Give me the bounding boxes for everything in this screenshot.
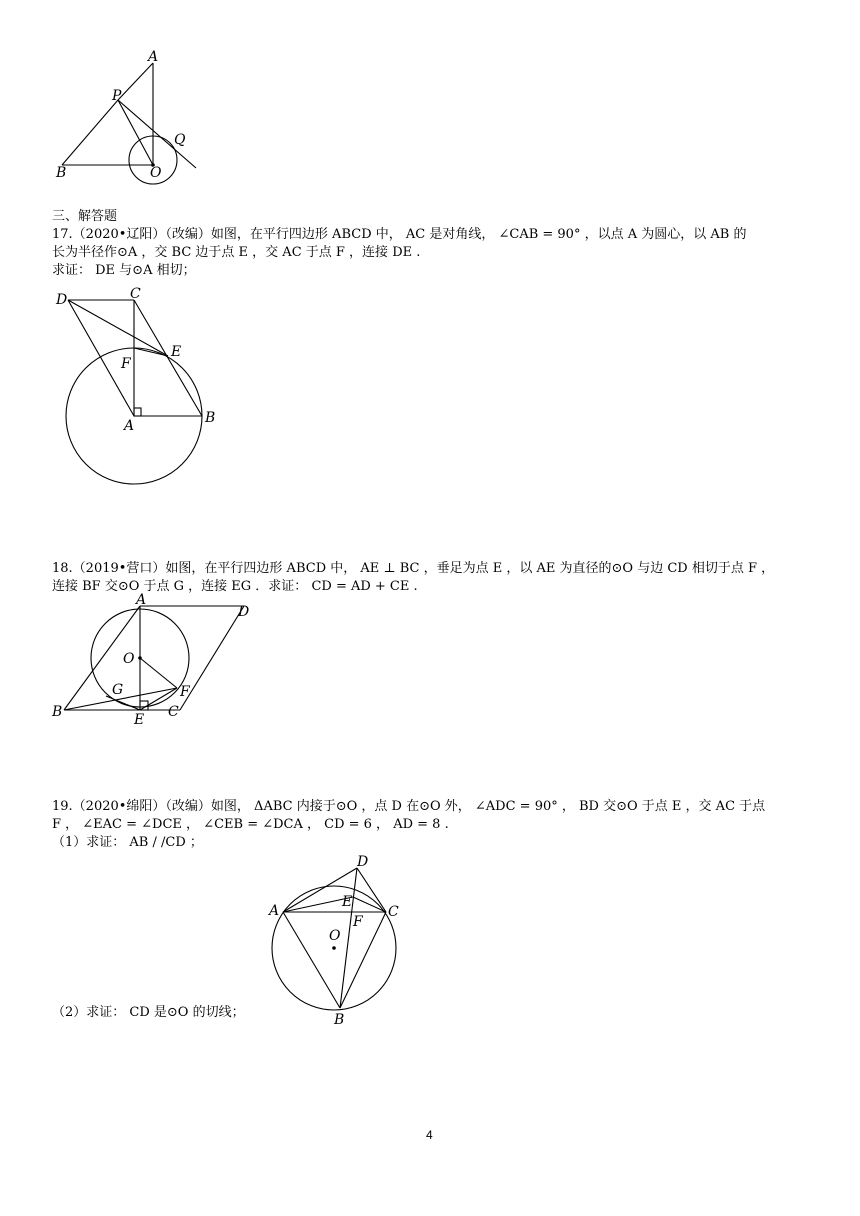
label-B: B — [56, 165, 67, 181]
problem-17-line-3: 求证： DE 与⊙A 相切； — [52, 263, 196, 278]
problem-19-line-2: F ， ∠EAC = ∠DCE ， ∠CEB = ∠DCA ， CD = 6 ， AD = 8 . — [52, 817, 449, 832]
problem-17 — [52, 226, 746, 280]
section-heading: 三、解答题 — [52, 209, 118, 224]
figure-18 — [50, 592, 260, 732]
label-A: A — [269, 903, 280, 919]
label-F: F — [353, 914, 363, 930]
figure-19 — [262, 852, 422, 1028]
label-F: F — [121, 356, 131, 372]
label-B: B — [205, 410, 216, 426]
problem-19 — [52, 798, 765, 852]
label-C: C — [130, 286, 141, 302]
problem-18-line-1: 18.（2019•营口）如图，在平行四边形 ABCD 中， AE ⊥ BC ，垂足为点 E ，以 AE 为直径的⊙O 与边 CD 相切于点 F ， — [52, 561, 775, 576]
label-P: P — [112, 88, 122, 104]
label-F: F — [180, 684, 190, 700]
label-G: G — [112, 682, 124, 698]
label-A: A — [124, 418, 135, 434]
label-D: D — [357, 854, 369, 870]
problem-18 — [52, 560, 774, 596]
problem-18-line-2: 连接 BF 交⊙O 于点 G ，连接 EG ．求证： CD = AD + CE . — [52, 579, 418, 594]
figure-top — [50, 48, 210, 188]
label-D: D — [238, 604, 250, 620]
label-O: O — [123, 651, 135, 667]
problem-17-line-1: 17.（2020•辽阳）（改编）如图，在平行四边形 ABCD 中， AC 是对角线， ∠CAB = 90° ，以点 A 为圆心，以 AB 的 — [52, 227, 747, 242]
label-E: E — [342, 894, 353, 910]
figure-17 — [50, 286, 230, 486]
problem-17-line-2: 长为半径作⊙A ，交 BC 边于点 E ，交 AC 于点 F ，连接 DE . — [52, 245, 421, 260]
label-A: A — [148, 49, 159, 65]
label-O: O — [150, 165, 162, 181]
problem-19-line-3: （1）求证： AB / /CD ； — [52, 835, 203, 850]
label-O: O — [329, 928, 341, 944]
label-E: E — [134, 712, 145, 728]
label-C: C — [388, 904, 399, 920]
label-D: D — [56, 292, 68, 308]
label-B: B — [52, 704, 63, 720]
page-number: 4 — [426, 1128, 433, 1142]
label-E: E — [171, 344, 182, 360]
label-Q: Q — [174, 132, 186, 148]
label-B: B — [334, 1012, 345, 1028]
label-C: C — [168, 704, 179, 720]
problem-19-line-1: 19.（2020•绵阳）（改编）如图， ΔABC 内接于⊙O ，点 D 在⊙O 外， ∠ADC = 90° ， BD 交⊙O 于点 E ，交 AC 于点 — [52, 799, 766, 814]
problem-19-line-4: （2）求证： CD 是⊙O 的切线； — [52, 1005, 245, 1020]
label-A: A — [136, 592, 147, 608]
